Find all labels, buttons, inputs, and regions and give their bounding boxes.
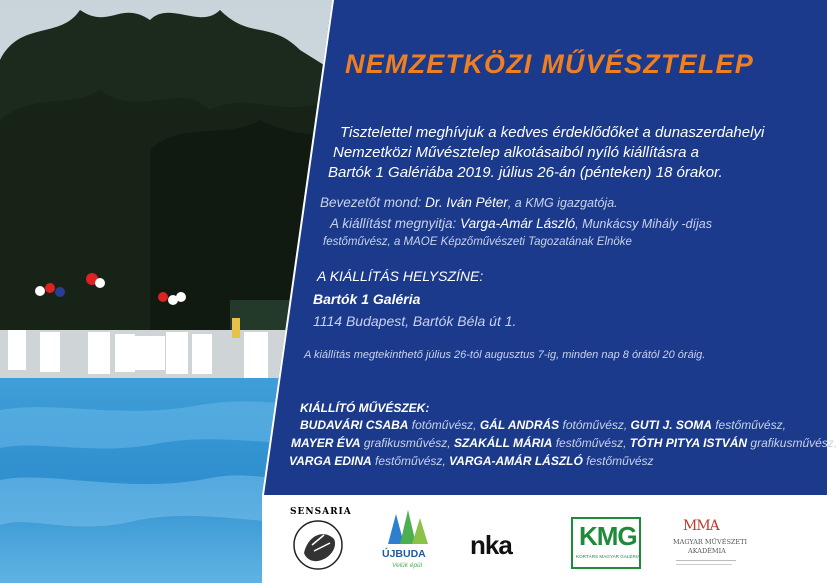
invitation-line: Tisztelettel meghívjuk a kedves érdeklődőket a dunaszerdahelyi: [340, 124, 765, 141]
mma-divider: [676, 560, 736, 561]
viewing-note: A kiállítás megtekinthető július 26-tól augusztus 7-ig, minden nap 8 órától 20 óráig.: [304, 349, 706, 361]
opening-speaker-role: festőművész, a MAOE Képzőművészeti Tagozatának Elnöke: [323, 236, 632, 248]
invitation-line: Bartók 1 Galériába 2019. július 26-án (pénteken) 18 órakor.: [328, 164, 723, 181]
invitation-line: Nemzetközi Művésztelep alkotásaiból nyíló kiállításra a: [333, 144, 699, 161]
sensaria-logo: [278, 505, 358, 577]
nka-logo: nka: [470, 530, 512, 560]
intro-speaker: Bevezetőt mond: Dr. Iván Péter, a KMG igazgatója.: [320, 195, 618, 210]
mma-logo: [668, 518, 748, 578]
invitation-text: [0, 124, 827, 184]
mma-label: MMA: [683, 518, 719, 534]
artist-line: BUDAVÁRI CSABA fotóművész, GÁL ANDRÁS fotóművész, GUTI J. SOMA festőművész,: [300, 418, 786, 432]
kmg-sub: KORTÁRS MAGYAR GALÉRIA: [576, 554, 641, 559]
artist-line: VARGA EDINA festőművész, VARGA-AMÁR LÁSZLÓ festőművész: [289, 454, 654, 468]
opening-speaker: A kiállítást megnyitja: Varga-Amár László, Munkácsy Mihály -díjas: [330, 216, 712, 231]
venue-address: 1114 Budapest, Bartók Béla út 1.: [313, 313, 517, 329]
artist-line: MAYER ÉVA grafikusművész, SZAKÁLL MÁRIA festőművész, TÓTH PITYA ISTVÁN grafikusművész,: [291, 436, 837, 450]
mma-fineprint: [676, 564, 732, 565]
kmg-label: KMG: [579, 521, 637, 551]
venue-name: Bartók 1 Galéria: [313, 291, 421, 307]
kmg-logo: [571, 517, 641, 569]
mma-sub2: AKADÉMIA: [688, 547, 726, 555]
ujbuda-tagline: Velük épül: [392, 562, 423, 569]
artists-heading: KIÁLLÍTÓ MŰVÉSZEK:: [300, 401, 430, 415]
ujbuda-logo: [378, 506, 438, 576]
ujbuda-label: ÚJBUDA: [382, 548, 426, 560]
page-title: NEMZETKÖZI MŰVÉSZTELEP: [345, 49, 754, 79]
mma-sub1: MAGYAR MŰVÉSZETI: [673, 538, 748, 546]
venue-heading: A KIÁLLÍTÁS HELYSZÍNE:: [317, 268, 484, 284]
sensaria-label: SENSARIA: [290, 507, 352, 517]
